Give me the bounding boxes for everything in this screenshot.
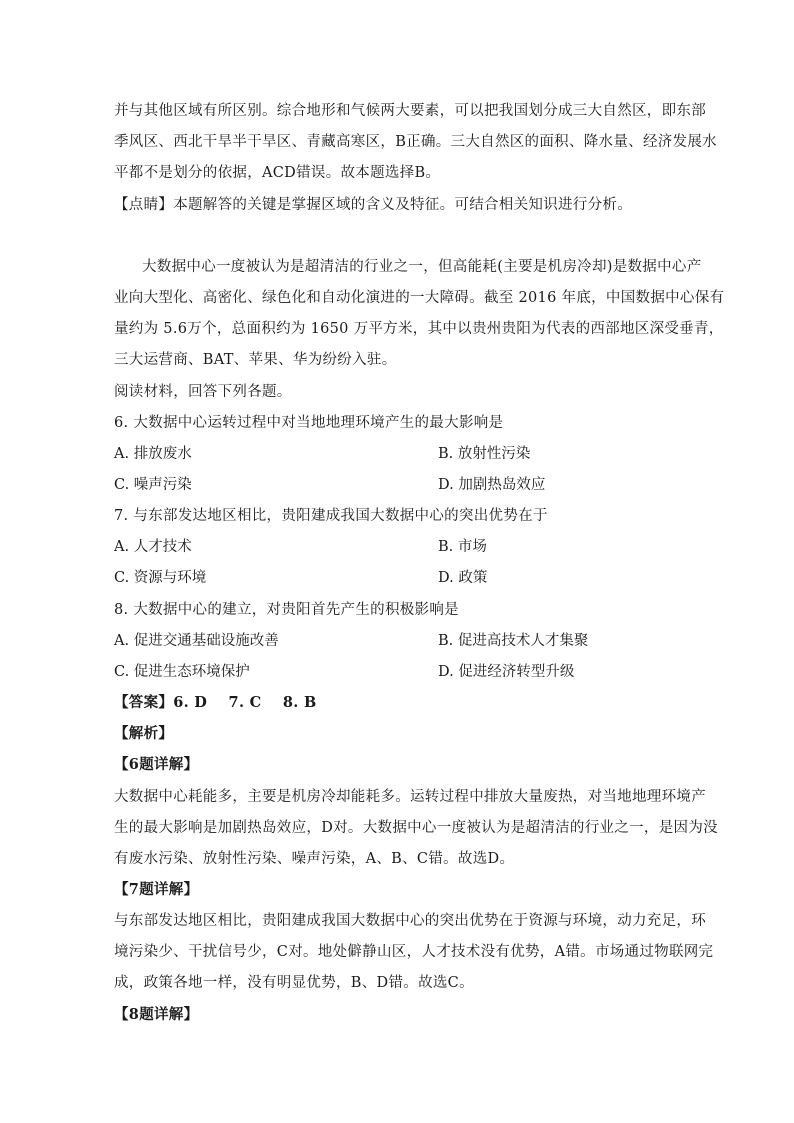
analysis-label: 【解析】 bbox=[114, 725, 174, 742]
material-line: 业向大型化、高密化、绿色化和自动化演进的一大障碍。截至 2016 年底，中国数据中心保有 bbox=[114, 290, 725, 306]
question-option: D. 促进经济转型升级 bbox=[438, 664, 575, 680]
material-line: 三大运营商、BAT、苹果、华为纷纷入驻。 bbox=[114, 352, 397, 368]
detail-line: 有废水污染、放射性污染、噪声污染，A、B、C错。故选D。 bbox=[114, 851, 515, 867]
text-line: 并与其他区域有所区别。综合地形和气候两大要素，可以把我国划分成三大自然区，即东部 bbox=[114, 103, 706, 119]
question-option: D. 政策 bbox=[438, 570, 488, 586]
question-option: A. 排放废水 bbox=[114, 446, 192, 462]
material-line: 量约为 5.6万个，总面积约为 1650 万平方米，其中以贵州贵阳为代表的西部地区深受垂青， bbox=[114, 321, 724, 337]
question-option: D. 加剧热岛效应 bbox=[438, 477, 546, 493]
detail-line: 成，政策各地一样，没有明显优势，B、D错。故选C。 bbox=[114, 975, 474, 991]
question-option: A. 促进交通基础设施改善 bbox=[114, 633, 279, 649]
tip-line: 【点睛】本题解答的关键是掌握区域的含义及特征。可结合相关知识进行分析。 bbox=[114, 197, 632, 213]
question-option: C. 促进生态环境保护 bbox=[114, 664, 250, 680]
question-option: A. 人才技术 bbox=[114, 539, 192, 555]
question-option: B. 放射性污染 bbox=[438, 446, 531, 462]
material-line: 大数据中心一度被认为是超清洁的行业之一，但高能耗(主要是机房冷却)是数据中心产 bbox=[142, 259, 702, 275]
question-option: C. 噪声污染 bbox=[114, 477, 192, 493]
question-stem: 8. 大数据中心的建立，对贵阳首先产生的积极影响是 bbox=[114, 602, 459, 618]
answer-line: 【答案】6. D 7. C 8. B bbox=[114, 694, 317, 711]
detail-line: 大数据中心耗能多，主要是机房冷却能耗多。运转过程中排放大量废热，对当地地理环境产 bbox=[114, 789, 706, 805]
detail-title: 【7题详解】 bbox=[114, 881, 199, 898]
question-stem: 6. 大数据中心运转过程中对当地地理环境产生的最大影响是 bbox=[114, 415, 504, 431]
text-line: 季风区、西北干旱半干旱区、青藏高寒区，B正确。三大自然区的面积、降水量、经济发展水 bbox=[114, 134, 717, 150]
question-option: B. 促进高技术人才集聚 bbox=[438, 633, 589, 649]
detail-line: 境污染少、干扰信号少，C对。地处僻静山区，人才技术没有优势，A错。市场通过物联网完 bbox=[114, 944, 714, 960]
detail-title: 【8题详解】 bbox=[114, 1006, 199, 1023]
detail-line: 与东部发达地区相比，贵阳建成我国大数据中心的突出优势在于资源与环境，动力充足，环 bbox=[114, 913, 706, 929]
instruction-line: 阅读材料，回答下列各题。 bbox=[114, 384, 292, 400]
detail-title: 【6题详解】 bbox=[114, 756, 199, 773]
question-option: B. 市场 bbox=[438, 539, 487, 555]
text-line: 平都不是划分的依据，ACD错误。故本题选择B。 bbox=[114, 165, 441, 181]
question-stem: 7. 与东部发达地区相比，贵阳建成我国大数据中心的突出优势在于 bbox=[114, 508, 548, 524]
detail-line: 生的最大影响是加剧热岛效应，D对。大数据中心一度被认为是超清洁的行业之一，是因为没 bbox=[114, 820, 718, 836]
question-option: C. 资源与环境 bbox=[114, 570, 207, 586]
